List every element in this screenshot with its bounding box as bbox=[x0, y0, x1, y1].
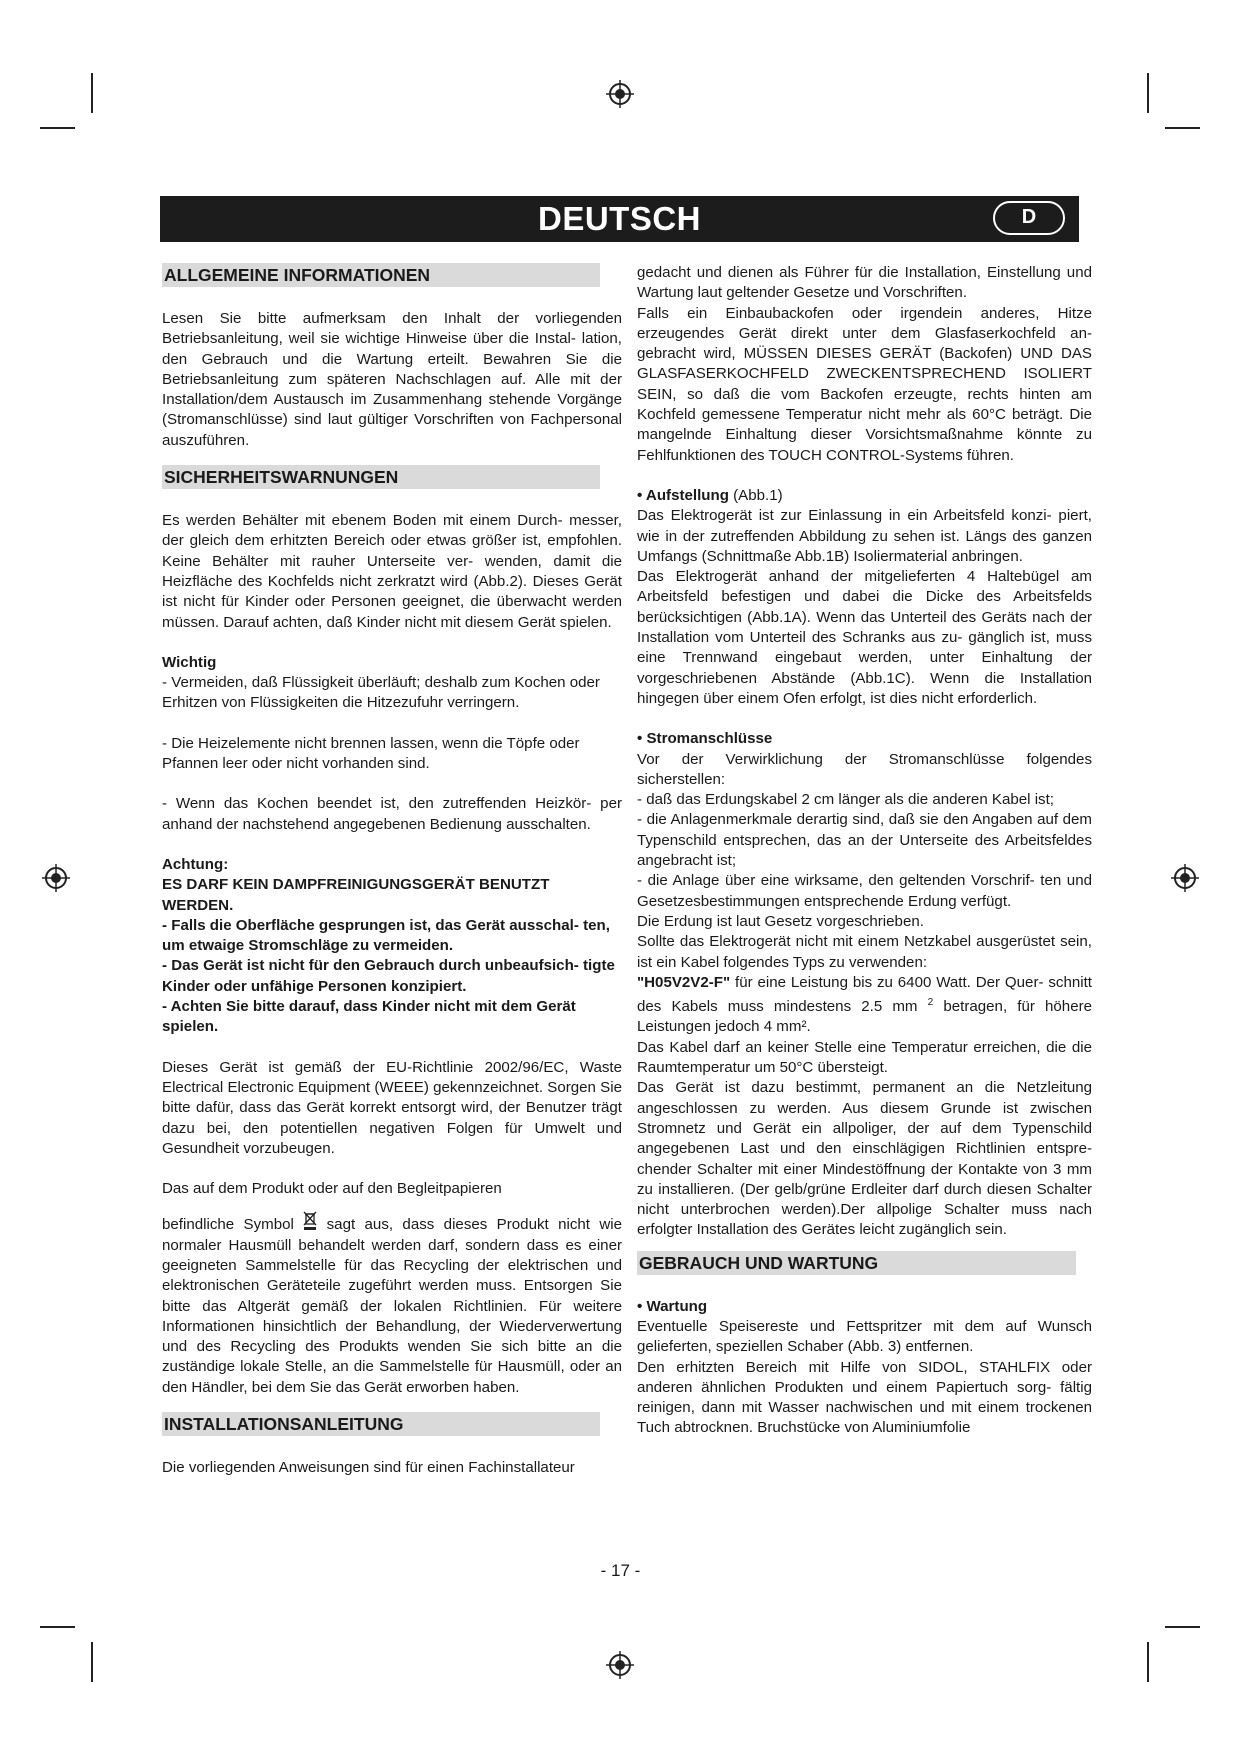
subheading-wichtig: Wichtig bbox=[162, 653, 217, 671]
right-column bbox=[637, 263, 1092, 1439]
paragraph: Lesen Sie bitte aufmerksam den Inhalt der vorliegenden Betriebsanleitung, weil sie wichtige Hinweise über die Instal- lation, den Gebrauch und die Wartung erteilt. Bewahren Sie die Betriebsanleitung zum späteren Nachschlagen auf. Alle mit der Installation/dem Austausch im Zusammenhang stehende Vorgänge (Stromanschlüsse) sind laut gültiger Vorschriften von Fachpersonal auszuführen. bbox=[162, 310, 622, 449]
section-heading-installation: INSTALLATIONSANLEITUNG bbox=[162, 1412, 600, 1436]
superscript: 2 bbox=[927, 997, 934, 1009]
paragraph: Den erhitzten Bereich mit Hilfe von SIDOL, STAHLFIX oder anderen ähnlichen Produkten und einem Papiertuch sorg- fältig reinigen, dann mit Wasser nachwischen und mit einem trockenen Tuch abtrocknen. Bruchstücke von Aluminiumfolie bbox=[637, 1358, 1092, 1437]
paragraph: Das auf dem Produkt oder auf den Begleitpapieren bbox=[162, 1180, 502, 1198]
left-column bbox=[162, 263, 622, 1478]
warning-line: - Falls die Oberfläche gesprungen ist, das Gerät ausschal- ten, um etwaige Stromschläge zu vermeiden. bbox=[162, 916, 610, 955]
registration-mark-icon bbox=[605, 79, 635, 109]
section-heading-sicherheit: SICHERHEITSWARNUNGEN bbox=[162, 465, 600, 489]
paragraph: Das Elektrogerät ist zur Einlassung in ein Arbeitsfeld konzi- piert, wie in der zutreffenden Abbildung zu sehen ist. Längs des ganzen Umfangs (Schnittmaße Abb.1B) Isoliermaterial anbringen. bbox=[637, 507, 1092, 565]
weee-text-before: befindliche Symbol bbox=[162, 1216, 294, 1234]
paragraph: Die vorliegenden Anweisungen sind für einen Fachinstallateur bbox=[162, 1459, 575, 1477]
crop-mark bbox=[91, 1642, 93, 1682]
warning-line: - Das Gerät ist nicht für den Gebrauch durch unbeaufsich- tigte Kinder oder unfähige Personen konzipiert. bbox=[162, 957, 615, 995]
paragraph: Das Gerät ist dazu bestimmt, permanent an die Netzleitung angeschlossen zu werden. Aus diesem Grunde ist zwischen Stromnetz und Gerät ein allpoliger, der auf dem Typenschild angegebenen Last und den einschlägigen Richtlinien entspre- chender Schalter mit einer Mindestöffnung der Kontakte von 3 mm zu installieren. (Der gelb/grüne Erdleiter darf durch diesen Schalter nicht unterbrochen werden).Der allpolige Schalter muss nach erfolgter Installation des Gerätes leicht zugänglich sein. bbox=[637, 1079, 1092, 1239]
paragraph: - Wenn das Kochen beendet ist, den zutreffenden Heizkör- per anhand der nachstehend angegebenen Bedienung ausschalten. bbox=[162, 795, 622, 833]
paragraph: Falls ein Einbaubackofen oder irgendein anderes, Hitze erzeugendes Gerät direkt unter dem Glasfaserkochfeld an- gebracht wird, MÜSSEN DIESES GERÄT (Backofen) UND DAS GLASFASERKOCHFELD ZWECKENTSPRECHEND ISOLIERT SEIN, so daß die vom Backofen erzeugte, rechts hinten am Kochfeld gemessene Temperatur nicht mehr als 60°C beträgt. Die mangelnde Einhaltung dieser Vorsichtsmaßnahme könnte zu Fehlfunktionen des TOUCH CONTROL-Systems führen. bbox=[637, 304, 1092, 464]
section-heading-gebrauch: GEBRAUCH UND WARTUNG bbox=[637, 1251, 1076, 1275]
subheading-strom: • Stromanschlüsse bbox=[637, 730, 773, 748]
subheading-aufstellung bbox=[637, 486, 1092, 506]
warning-line: - Achten Sie bitte darauf, dass Kinder nicht mit dem Gerät spielen. bbox=[162, 998, 576, 1036]
aufstellung-title: • Aufstellung bbox=[637, 486, 729, 504]
registration-mark-icon bbox=[605, 1650, 635, 1680]
paragraph: Das Elektrogerät anhand der mitgelieferten 4 Haltebügel am Arbeitsfeld befestigen und dabei die Dicke des Arbeitsfelds berücksichtigen (Abb.1A). Wenn das Unterteil des Geräts nach der Installation vom Unterteil des Schranks aus zu- gänglich ist, muss eine Trennwand eingebaut werden, unter Einhaltung der vorgeschriebenen Abstände (Abb.1C). Wenn die Installation hingegen über einem Ofen erfolgt, ist dies nicht erforderlich. bbox=[637, 568, 1092, 707]
paragraph: Die Erdung ist laut Gesetz vorgeschrieben. bbox=[637, 912, 924, 930]
page-number: - 17 - bbox=[600, 1561, 641, 1580]
crop-mark bbox=[40, 1626, 75, 1628]
cable-type: "H05V2V2-F" bbox=[637, 973, 731, 991]
subheading-achtung: Achtung: bbox=[162, 855, 229, 873]
language-banner bbox=[160, 196, 1079, 242]
weee-text-after: sagt aus, dass dieses Produkt nicht wie normaler Hausmüll behandelt werden darf, sondern dass es einer geeigneten Sammelstelle für das Recycling der elektrischen und elektronischen Geräteteile zugeführt werden muss. Entsorgen Sie bitte das Altgerät gemäß der lokalen Richtlinien. Für weitere Informationen hinsichtlich der Behandlung, der Wiederverwertung und des Recycling des Produkts wenden Sie sich bitte an die zuständige lokale Stelle, an die Sammelstelle für Hausmüll, oder an den Händler, bei dem Sie das Gerät erworben haben. bbox=[162, 1216, 622, 1396]
section-heading-allgemeine: ALLGEMEINE INFORMATIONEN bbox=[162, 263, 600, 287]
paragraph: - daß das Erdungskabel 2 cm länger als die anderen Kabel ist; bbox=[637, 791, 1054, 809]
paragraph: Das Kabel darf an keiner Stelle eine Temperatur erreichen, die die Raumtemperatur um 50°C übersteigt. bbox=[637, 1038, 1092, 1077]
crop-mark bbox=[40, 127, 75, 129]
crop-mark bbox=[1147, 73, 1149, 113]
paragraph: - Die Heizelemente nicht brennen lassen, wenn die Töpfe oder Pfannen leer oder nicht vorhanden sind. bbox=[162, 734, 580, 773]
paragraph: Eventuelle Speisereste und Fettspritzer mit dem auf Wunsch gelieferten, speziellen Schaber (Abb. 3) entfernen. bbox=[637, 1317, 1092, 1356]
paragraph-weee-symbol bbox=[162, 1211, 622, 1398]
language-badge: D bbox=[993, 201, 1065, 235]
registration-mark-icon bbox=[41, 863, 71, 893]
paragraph: - Vermeiden, daß Flüssigkeit überläuft; deshalb zum Kochen oder Erhitzen von Flüssigkeiten die Hitzezufuhr verringern. bbox=[162, 674, 600, 712]
paragraph: Sollte das Elektrogerät nicht mit einem Netzkabel ausgerüstet sein, ist ein Kabel folgendes Typs zu verwenden: bbox=[637, 933, 1092, 971]
language-title: DEUTSCH bbox=[537, 200, 701, 237]
crop-mark bbox=[1165, 1626, 1200, 1628]
crop-mark bbox=[1165, 127, 1200, 129]
paragraph: - die Anlagenmerkmale derartig sind, daß sie den Angaben auf dem Typenschild entsprechen, das an der Unterseite des Arbeitsfeldes angebracht ist; bbox=[637, 811, 1092, 870]
paragraph: Vor der Verwirklichung der Stromanschlüsse folgendes sicherstellen: bbox=[637, 750, 1092, 788]
subheading-wartung: • Wartung bbox=[637, 1297, 708, 1315]
crop-mark bbox=[1147, 1642, 1149, 1682]
crossed-bin-icon bbox=[303, 1211, 317, 1231]
aufstellung-ref: (Abb.1) bbox=[733, 486, 783, 504]
warning-line: ES DARF KEIN DAMPFREINIGUNGSGERÄT BENUTZT WERDEN. bbox=[162, 876, 550, 914]
paragraph: Dieses Gerät ist gemäß der EU-Richtlinie 2002/96/EC, Waste Electrical Electronic Equipment (WEEE) gekennzeichnet. Sorgen Sie bitte dafür, dass das Gerät korrekt entsorgt wird, der Benutzer trägt dazu bei, den potentiellen negativen Folgen für Umwelt und Gesundheit vorzubeugen. bbox=[162, 1058, 622, 1157]
paragraph: Es werden Behälter mit ebenem Boden mit einem Durch- messer, der gleich dem erhitzten Bereich oder etwas größer ist, empfohlen. Keine Behälter mit rauher Unterseite ver- wenden, damit die Heizfläche des Kochfelds nicht zerkratzt wird (Abb.2). Dieses Gerät ist nicht für Kinder oder Personen geeignet, die überwacht werden müssen. Darauf achten, daß Kinder nicht mit diesem Gerät spielen. bbox=[162, 512, 622, 631]
paragraph: - die Anlage über eine wirksame, den geltenden Vorschrif- ten und Gesetzesbestimmungen entsprechende Erdung verfügt. bbox=[637, 872, 1092, 910]
paragraph: gedacht und dienen als Führer für die Installation, Einstellung und Wartung laut geltender Gesetze und Vorschriften. bbox=[637, 264, 1092, 302]
cable-text-2: betragen, für höhere Leistungen jedoch 4 mm². bbox=[637, 998, 1093, 1036]
crop-mark bbox=[91, 73, 93, 113]
paragraph-cable bbox=[637, 973, 1092, 1038]
cable-text: für eine Leistung bis zu 6400 Watt. Der Quer- schnitt des Kabels muss mindestens 2.5 mm bbox=[637, 973, 1092, 1016]
registration-mark-icon bbox=[1170, 863, 1200, 893]
